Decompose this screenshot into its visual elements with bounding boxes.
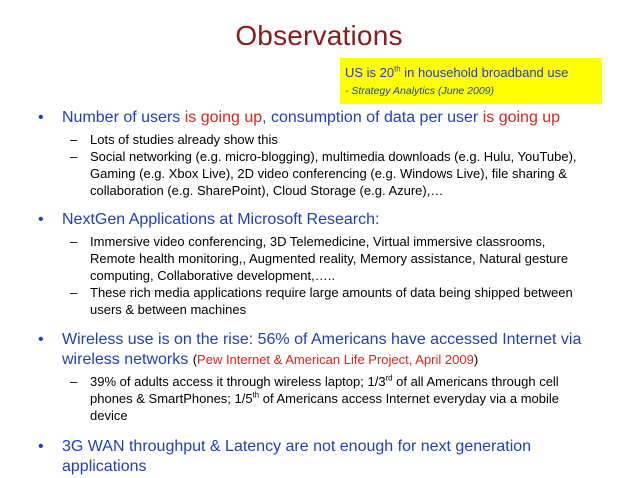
bullet-dot: •: [38, 109, 44, 126]
bullet-text: wireless networks: [62, 351, 193, 368]
sub-bullet-text: 39% of adults access it through wireless laptop; 1/3: [90, 374, 386, 389]
slide-title: Observations: [235, 20, 403, 51]
sub-bullet-line: Gaming (e.g. Xbox Live), 2D video conferencing (e.g. Windows Live), file sharing &: [90, 166, 567, 181]
sub-bullet-text: phones & SmartPhones; 1/5: [90, 391, 253, 406]
citation-text: Pew Internet & American Life Project, April 2009: [197, 352, 474, 367]
bullet-text: , consumption of data per user: [262, 109, 483, 126]
sub-bullet-line: computing, Collaborative development,…..: [90, 268, 335, 283]
sub-bullet-line: These rich media applications require large amounts of data being shipped between: [90, 285, 573, 300]
bullet-wireless: [0, 330, 638, 370]
bullet-line: [62, 350, 638, 370]
bullet-dot: •: [38, 438, 44, 455]
callout-text: US is 20: [345, 65, 395, 80]
bullet-dot: •: [38, 211, 44, 228]
sub-bullet-immersive: [0, 233, 638, 284]
sub-bullet-text: of all Americans through cell: [392, 374, 559, 389]
bullet-3g-wan: [0, 437, 638, 477]
source-citation: [193, 352, 478, 367]
sub-bullet-dash: –: [70, 149, 78, 164]
callout-text-rest: in household broadband use: [400, 65, 569, 80]
superscript: rd: [385, 373, 393, 383]
bullet-users: [0, 108, 638, 128]
callout-source: - Strategy Analytics (June 2009): [345, 85, 495, 97]
superscript: th: [252, 390, 260, 400]
sub-bullet-text: Lots of studies already show this: [90, 132, 278, 147]
highlight-text: is going up: [184, 109, 263, 126]
paren: (: [192, 352, 198, 367]
sub-bullet-line: users & between machines: [90, 302, 247, 317]
sub-bullet-dash: –: [70, 285, 78, 300]
sub-bullet-dash: –: [70, 234, 78, 249]
sub-bullet-dash: –: [70, 374, 78, 389]
sub-bullet-line: collaboration (e.g. SharePoint), Cloud Storage (e.g. Azure),…: [90, 183, 444, 198]
sub-bullet-dash: –: [70, 132, 78, 147]
bullet-nextgen: [0, 210, 638, 230]
bullet-list: [0, 108, 638, 477]
bullet-text: NextGen Applications at Microsoft Research:: [62, 211, 380, 228]
sub-bullet-line: [90, 390, 614, 407]
sub-bullet-line: [90, 373, 614, 390]
callout-statement: [345, 63, 597, 82]
broadband-callout: [340, 58, 602, 104]
sub-bullet-line: device: [90, 408, 128, 423]
sub-bullet-social: [0, 148, 638, 199]
sub-bullet-text: of Americans access Internet everyday via a mobile: [259, 391, 559, 406]
sub-bullet-line: Immersive video conferencing, 3D Telemedicine, Virtual immersive classrooms,: [90, 234, 546, 249]
bullet-line: 3G WAN throughput & Latency are not enough for next generation: [62, 438, 532, 455]
bullet-dot: •: [38, 331, 44, 348]
sub-bullet-line: Remote health monitoring,, Augmented reality, Memory assistance, Natural gesture: [90, 251, 569, 266]
paren: ): [473, 352, 479, 367]
sub-bullet-studies: [0, 131, 638, 148]
sub-bullet-line: Social networking (e.g. micro-blogging), multimedia downloads (e.g. Hulu, YouTube),: [90, 149, 577, 164]
sub-bullet-rich-media: [0, 284, 638, 318]
callout-superscript: th: [394, 64, 401, 74]
highlight-text: is going up: [482, 109, 561, 126]
bullet-text: Number of users: [62, 109, 185, 126]
bullet-line: applications: [62, 458, 147, 475]
sub-bullet-adults: [0, 373, 638, 424]
bullet-line: Wireless use is on the rise: 56% of Americans have accessed Internet via: [62, 331, 582, 348]
